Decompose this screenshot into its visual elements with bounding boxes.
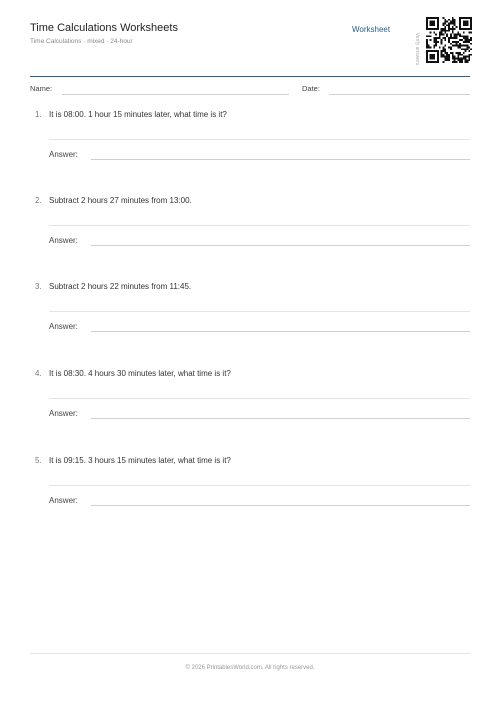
question-text: It is 08:30. 4 hours 30 minutes later, what time is it?	[49, 369, 231, 378]
answer-label: Answer:	[49, 409, 78, 418]
answer-field[interactable]	[91, 245, 470, 246]
work-line[interactable]	[49, 485, 470, 486]
question-number: 3.	[35, 282, 42, 291]
footer-copyright: © 2026 PrintablesWorld.com. All rights reserved.	[185, 665, 315, 671]
question-item	[30, 456, 470, 526]
date-label: Date:	[302, 84, 320, 93]
page-subtitle: Time Calculations · mixed · 24-hour	[30, 38, 133, 45]
footer-divider	[30, 653, 470, 654]
question-text: Subtract 2 hours 27 minutes from 13:00.	[49, 196, 192, 205]
work-line[interactable]	[49, 398, 470, 399]
question-number: 2.	[35, 196, 42, 205]
question-item	[30, 110, 470, 180]
answer-label: Answer:	[49, 236, 78, 245]
name-field[interactable]	[62, 94, 289, 95]
work-line[interactable]	[49, 311, 470, 312]
question-item	[30, 196, 470, 266]
question-text: Subtract 2 hours 22 minutes from 11:45.	[49, 282, 192, 291]
header-divider	[30, 76, 470, 77]
name-label: Name:	[30, 84, 53, 93]
answer-label: Answer:	[49, 496, 78, 505]
worksheet-badge: Worksheet	[352, 25, 391, 34]
answer-field[interactable]	[91, 331, 470, 332]
answer-field[interactable]	[91, 418, 470, 419]
verify-answers-label	[412, 22, 422, 76]
question-item	[30, 369, 470, 439]
question-item	[30, 282, 470, 352]
question-text: It is 09:15. 3 hours 15 minutes later, what time is it?	[49, 456, 231, 465]
question-number: 1.	[35, 110, 42, 119]
answer-field[interactable]	[91, 159, 470, 160]
date-field[interactable]	[329, 94, 470, 95]
question-number: 5.	[35, 456, 42, 465]
answer-label: Answer:	[49, 150, 78, 159]
question-number: 4.	[35, 369, 42, 378]
work-line[interactable]	[49, 139, 470, 140]
answer-label: Answer:	[49, 322, 78, 331]
verify-answers-text: Verify answers	[414, 32, 420, 66]
work-line[interactable]	[49, 225, 470, 226]
answer-field[interactable]	[91, 505, 470, 506]
question-text: It is 08:00. 1 hour 15 minutes later, what time is it?	[49, 110, 227, 119]
worksheet-header	[30, 22, 470, 76]
qr-code-icon[interactable]	[426, 17, 472, 63]
page-title: Time Calculations Worksheets	[30, 22, 178, 34]
